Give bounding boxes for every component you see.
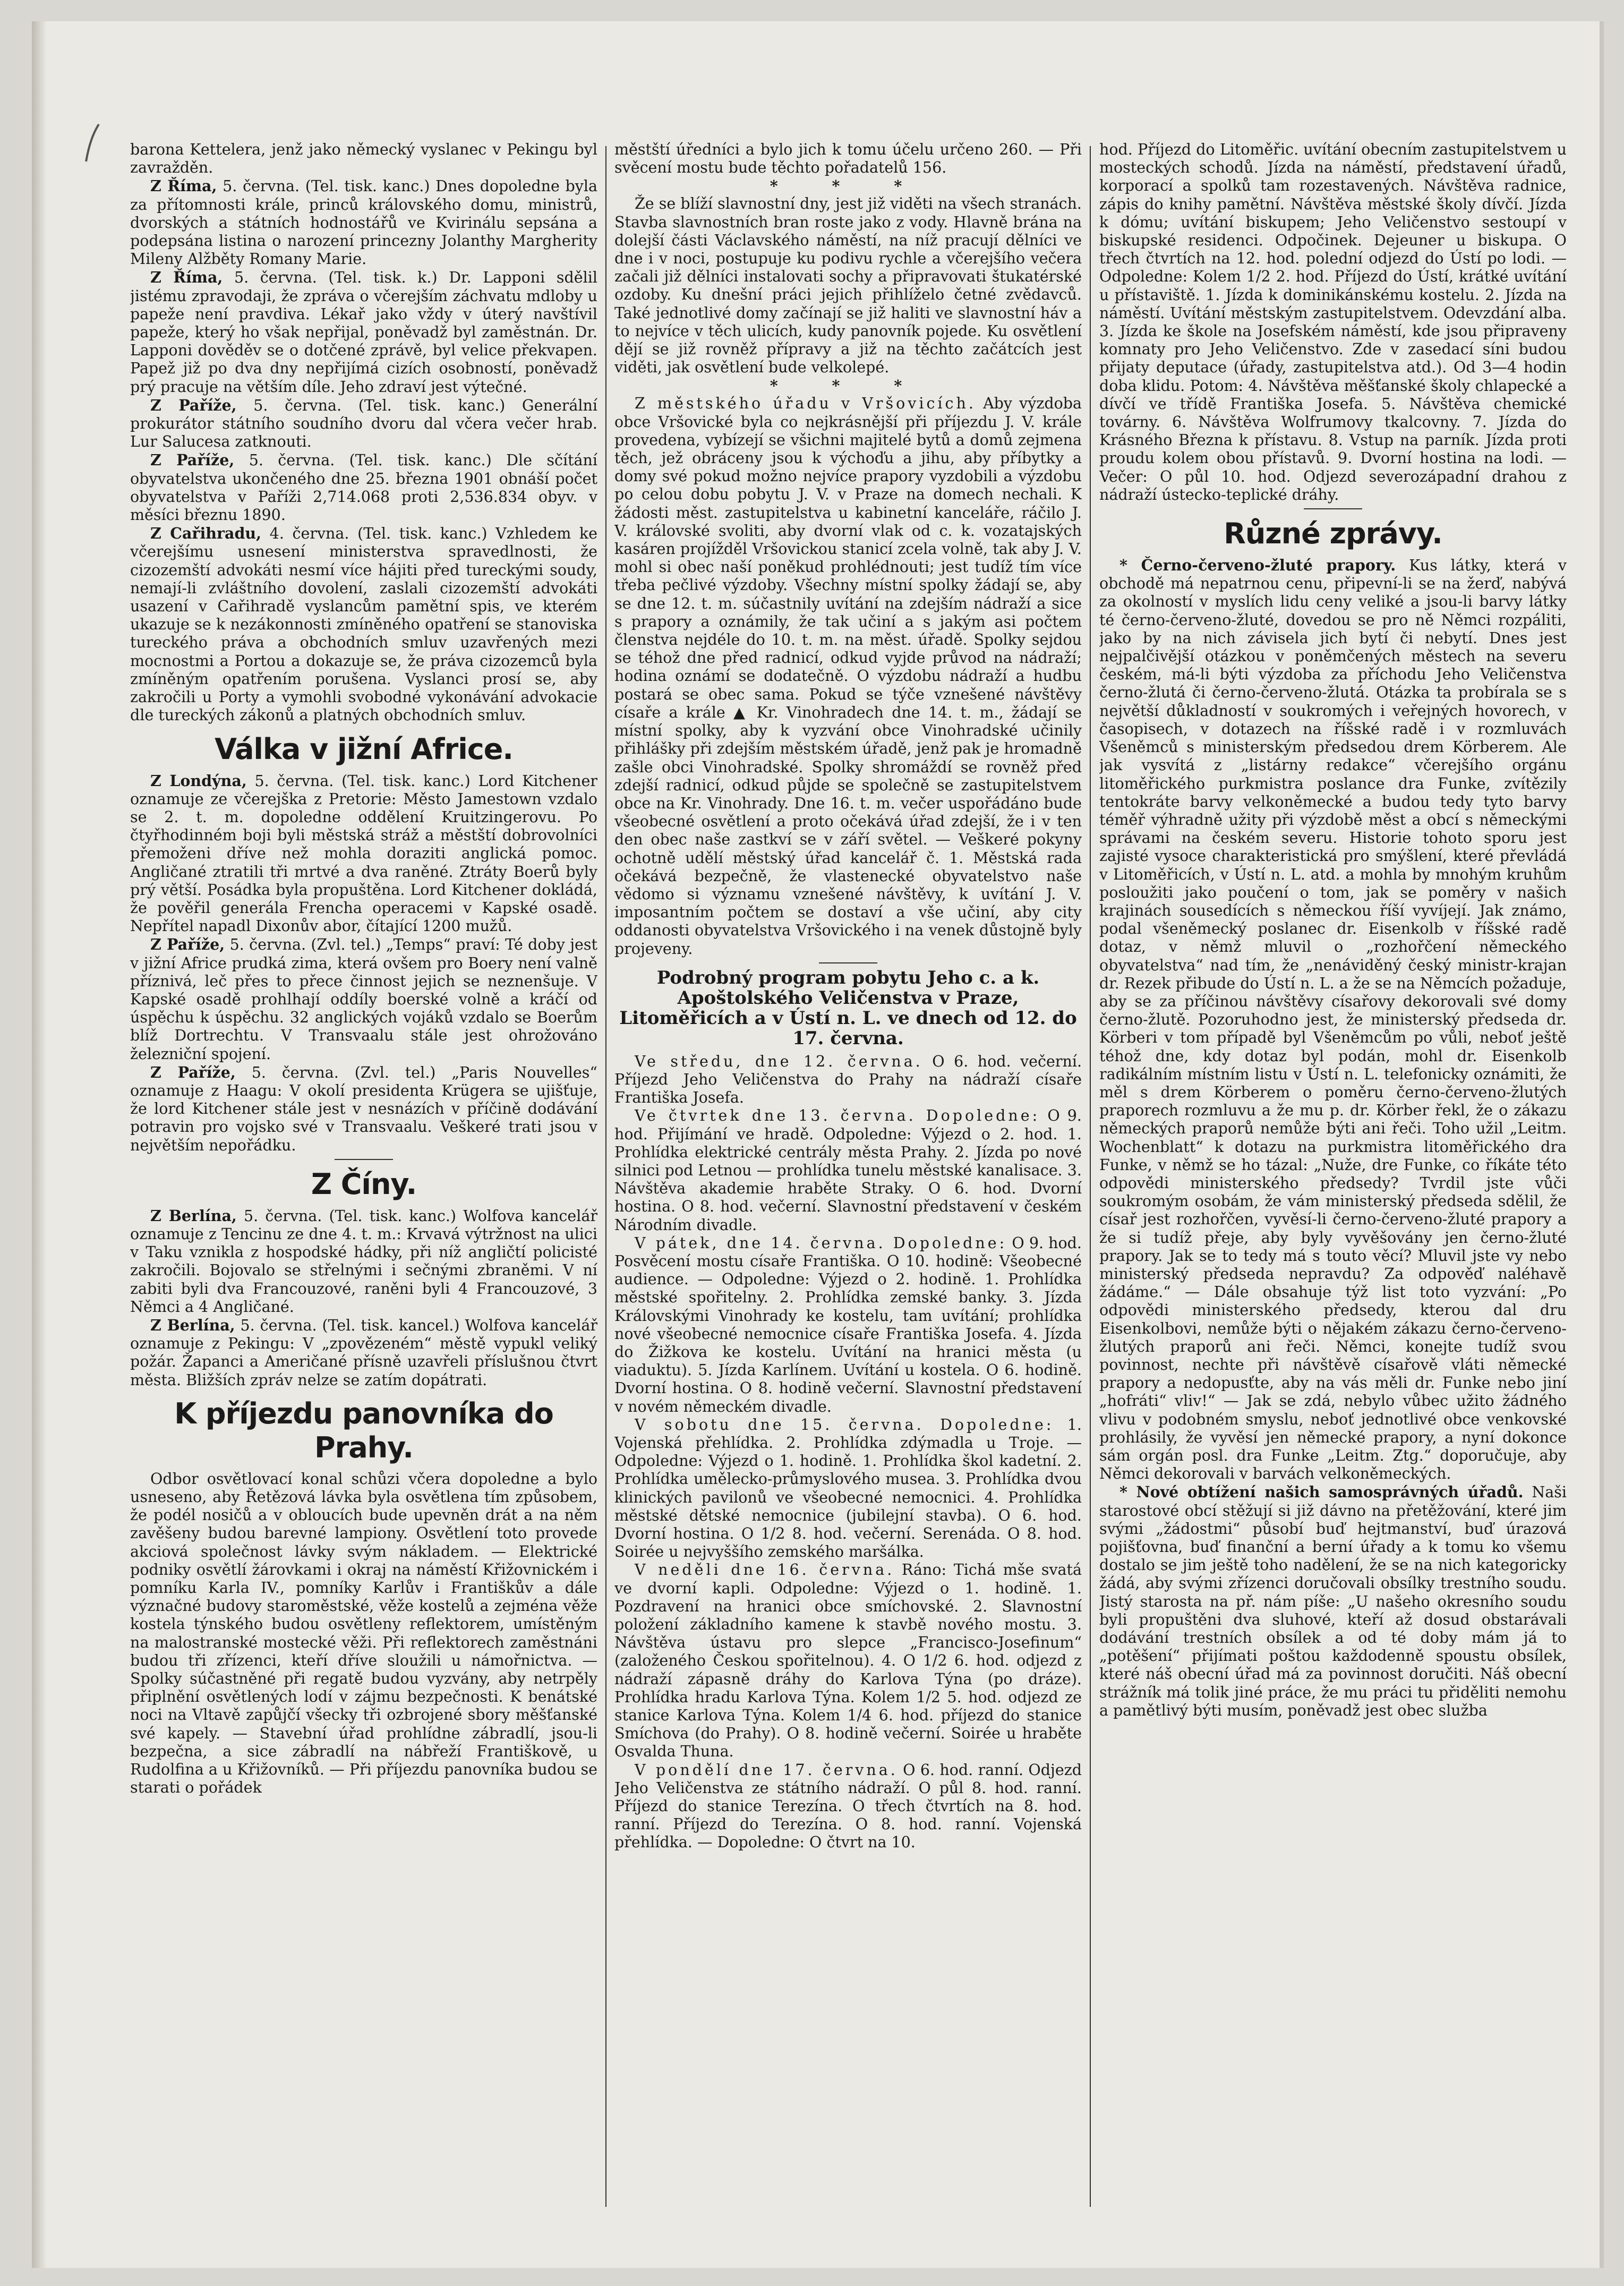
divider — [1304, 508, 1362, 509]
column-rule-2 — [1090, 146, 1091, 2207]
program-day — [614, 1234, 1082, 1416]
paragraph: Odbor osvětlovací konal schůzi včera dopoledne a bylo usneseno, aby Řetězová lávka byla osvětlena tím způsobem, že podél nosičů a v obloucích bude upevněn drát a na něm zavěšeny budou barevné lampiony. Osvětlení toto provede akciová společnost lávky svým nákladem. — Elektrické podniky osvětlí žárovkami i okraj na náměstí Křižovnickém i pomníku Karla IV., pomníky Karlův i Františkův a dále význačné budovy staroměstské, věže kostelů a zejména věže kostela týnského budou osvětleny reflektorem, umístěným na malostranské mostecké věži. Při reflektorech zaměstnáni budou tři zřízenci, kteří dříve sloužili u námořnictva. — Spolky súčastněné při regatě budou vyzvány, aby netrpěly připlnění osvětlených lodí v zájmu bezpečnosti. K benátské noci na Vltavě zapůjčí všecky tři ozbrojené sbory měšťanské své kapely. — Stavební úřad prohlídne zábradlí, jsou-li bezpečna, a sice zábradlí na nábřeží Františkově, u Rudolfina a u Křižovníků. — Při příjezdu panovníka budou se starati o pořádek — [130, 1470, 597, 1797]
divider — [819, 962, 877, 963]
news-text: 5. června. (Tel. tisk. kanc.) Dnes dopoledne byla za přítomnosti krále, princů královského domu, ministrů, dvorských a státních hodnostářů ve Kvirinálu sepsána a podepsána listina o narození princezny Jolanthy Margherity Mileny Alžběty Romany Marie. — [130, 177, 597, 268]
dateline: Z Paříže, — [150, 935, 225, 954]
section-heading-misc: Různé zprávy. — [1224, 517, 1442, 551]
day-label: V pátek, dne 14. června. Dopoledne: — [635, 1234, 1007, 1252]
program-day — [614, 1107, 1082, 1234]
section-heading-china: Z Číny. — [311, 1167, 417, 1201]
news-text: 5. června. (Tel. tisk. kanc.) Dle sčítání obyvatelstva ukončeného dne 25. března 1901 obnáší počet obyvatelstva v Paříži 2,714.068 proti 2,536.834 obyv. v měsíci březnu 1890. — [130, 451, 597, 524]
news-text: 5. června. (Tel. tisk. kanc.) Lord Kitchener oznamuje ze včerejška z Pretorie: Město Jamestown vzdalo se 2. t. m. dopoledne oddělení Kruitzingerovu. Po čtyřhodinném boji byli městská stráž a městští dobrovolníci přemoženi dříve než mohla doraziti anglická pomoc. Angličané ztratili tři mrtvé a dva raněné. Ztráty Boerů byly prý větší. Posádka byla propuštěna. Lord Kitchener dokládá, že pověřil generála Frencha operacemi v Kapské osadě. Nepřítel napadl Dixonův abor, čítající 1200 mužů. — [130, 772, 597, 935]
news-item — [130, 1063, 597, 1155]
ink-mark — [83, 122, 104, 165]
program-heading: Podrobný program pobytu Jeho c. a k. Apoštolského Veličenstva v Praze, Litoměřicích a v Ústí n. L. ve dnech od 12. do 17. června. — [619, 967, 1077, 1049]
news-item — [130, 935, 597, 1063]
news-text: 5. června. (Tel. tisk. kanc.) Wolfova kancelář oznamuje z Tencinu ze dne 4. t. m.: Krvavá výtržnost na ulici v Taku vznikla z hospodské hádky, při níž angličtí policisté zakročili. Bojovalo se střelnými i sečnými zbraněmi. V ní zabiti byli dva Francouzové, raněni byli 4 Francouzové, 3 Němci a 4 Angličané. — [130, 1207, 597, 1316]
section-heading-war: Válka v jižní Africe. — [215, 732, 513, 766]
dateline: Z Berlína, — [150, 1206, 237, 1225]
divider — [335, 1159, 393, 1160]
day-text: Ráno: Tichá mše svatá ve dvorní kapli. Odpoledne: Výjezd o 1. hodině. 1. Pozdravení na hranici obce smíchovské. 2. Slavnostní položení základního kamene k stavbě nového mostu. 3. Návštěva ústavu pro slepce „Francisco-Josefinum“ (založeného Českou spořitelnou). 4. O 1/2 6. hod. odjezd z nádraží zápasně dráhy do Karlova Týna (po dráze). Prohlídka hradu Karlova Týna. Kolem 1/2 5. hod. odjezd ze stanice Karlova Týna. Kolem 1/4 6. hod. příjezd do stanice Smíchova (do Prahy). O 8. hodině večerní. Soirée u hraběte Osvalda Thuna. — [614, 1561, 1082, 1761]
dateline: Z Říma, — [150, 268, 223, 287]
day-label: V pondělí dne 17. června. — [635, 1761, 898, 1779]
news-text: 5. června. (Tel. tisk. kanc.) Generální prokurátor státního soudního dvoru dal včera večer hrab. Lur Salucesa zatknouti. — [130, 396, 597, 451]
item-heading: * Černo-červeno-žluté prapory. — [1119, 556, 1396, 575]
paragraph: Že se blíží slavnostní dny, jest již viděti na všech stranách. Stavba slavnostních bran roste jako z vody. Hlavně brána na dolejší části Václavského náměstí, na níž pracují dělníci ve dne i v noci, postupuje ku podivu rychle a včerejšího večera začali již dělníci instalovati sochy a připravovati štukatérské ozdoby. Ku dnešní práci jejich přihlíželo četné zvědavců. Také jednotlivé domy začínají se již haliti ve slavnostní háv a to nejvíce v těch ulicích, kudy panovník pojede. Ku osvětlení dějí se již rovněž přípravy a již na těchto začátcích jest viděti, jak osvětlení bude velkolepé. — [614, 195, 1082, 377]
news-text: 5. června. (Zvl. tel.) „Temps“ praví: Té doby jest v jižní Africe prudká zima, která ovšem pro Boery není valně příznivá, leč přes to přece činnost jejich se neznenšuje. V Kapské osadě prohlhají oddíly boerské volně a kráčí od úspěchu k úspěchu. 32 anglických vojáků vzdalo se Boerům blíž Dortrechtu. V Transvaalu stále jest ohrožováno železniční spojení. — [130, 936, 597, 1063]
news-item — [130, 396, 597, 451]
dateline: Z Berlína, — [150, 1316, 235, 1334]
news-text: 5. června. (Tel. tisk. kancel.) Wolfova kancelář oznamuje z Pekingu: V „zpovězeném“ městě vypukl veliký požár. Žapanci a Američané přísně uzavřeli příslušnou čtvrt města. Bližších zpráv nelze se zatím dopátrati. — [130, 1316, 597, 1389]
news-item — [130, 451, 597, 524]
day-text: 1. Vojenská přehlídka. 2. Prohlídka zdýmadla u Troje. — Odpoledne: Výjezd o 1. hodině. 1. Prohlídka škol kadetní. 2. Prohlídka umělecko-průmyslového musea. 3. Prohlídka dvou klinických pavilonů ve všeobecné nemocnici. 4. Prohlídka městské dětské nemocnice (jubilejní stavba). O 6. hod. Dvorní hostina. O 1/2 8. hod. večerní. Serenáda. O 8. hod. Soirée u nejvyššího zemského maršálka. — [614, 1415, 1082, 1561]
day-text: O 6. hod. večerní. Příjezd Jeho Veličenstva do Prahy na nádraží císaře Františka Josefa. — [614, 1052, 1082, 1107]
news-item — [614, 395, 1082, 958]
dateline: Z městského úřadu v Vršovicích. — [635, 395, 976, 413]
column-1 — [130, 141, 597, 2223]
news-text: Aby výzdoba obce Vršovické byla co nejkrásnější při příjezdu J. V. krále provedena, vybízejí se všichni majitelé bytů a domů zejmena těch, jež obráceny jsou k výchoďu a jihu, aby příbytky a domy své pokud možno nejvíce prapory vyzdobili a výzdobu po celou dobu pobytu J. V. v Praze na domech nechali. K žádosti měst. zastupitelstva u kabinetní kanceláře, ráčilo J. V. královské svoliti, aby dvorní vlak od c. k. vozatajských kasáren projížděl Vršovickou stanicí zcela volně, tak aby J. V. mohl si obec naší poněkud prohlédnouti; jest tudíž tím více třeba pečlivé výzdoby. Všechny místní spolky žádají se, aby se dne 12. t. m. súčastnily uvítání na zdejším nádraží a sice s prapory a oznámily, že tak učiní a s jakým asi počtem členstva nejdéle do 10. t. m. na měst. úřadě. Spolky sejdou se téhož dne před radnicí, odkud vyjde průvod na nádraží; hodina oznámí se dodatečně. O výzdobu nádraží a hudbu postará se obec sama. Pokud se týče vznešené návštěvy císaře a krále ▲ Kr. Vinohradech dne 14. t. m., žádají se místní spolky, aby k vyzvání obce Vinohradské učinily přihlášky při zdejším městském úřadě, jenž pak je hromadně zašle obci Vinohradské. Spolky shromáždí se rovněž před zdejší radnicí, odkud půjde se společně se zastupitelstvem obce na Kr. Vinohrady. Dne 16. t. m. večer uspořádáno bude všeobecné osvětlení a proto očekává úřad zdejší, že i v ten den obec naše zastkví se v září světel. — Veškeré pokyny ochotně udělí městský úřad kancelář č. 1. Městská rada očekává bezpečně, že vlastenecké obyvatelstvo naše vědomo si významu vznešené návštěvy, k uvítání J. V. imposantním počtem se dostaví a vše učiní, aby city oddanosti obyvatelstva Vršovického i na venek důstojně byly projeveny. — [614, 395, 1082, 958]
news-item — [130, 268, 597, 396]
day-text: O 6. hod. ranní. Odjezd Jeho Veličenstva ze státního nádraží. O půl 8. hod. ranní. Příjezd do stanice Terezína. O třech čtvrtích na 8. hod. ranní. Příjezd do Terezína. O 8. hod. ranní. Vojenská přehlídka. — Dopoledne: O čtvrt na 10. — [614, 1761, 1082, 1852]
day-label: V neděli dne 16. června. — [635, 1561, 895, 1579]
news-item — [130, 177, 597, 268]
day-text: O 9. hod. Posvěcení mostu císaře Františka. O 10. hodině: Všeobecné audience. — Odpoledne: Výjezd o 2. hodině. 1. Prohlídka městské spořitelny. 2. Prohlídka zemské banky. 3. Jízda Královskými Vinohrady ke kostelu, tam uvítání; prohlídka nové všeobecné nemocnice císaře Františka Josefa. 4. Jízda do Žižkova ke kostelu. Uvítání na hranici města (u viaduktu). 5. Jízda Karlínem. Uvítání u kostela. O 6. hodině. Dvorní hostina. O 8. hodině večerní. Slavnostní představení v novém německém divadle. — [614, 1234, 1082, 1415]
news-item — [130, 772, 597, 936]
paragraph: barona Kettelera, jenž jako německý vyslanec v Pekingu byl zavražděn. — [130, 141, 597, 177]
asterism: * * * — [770, 177, 927, 195]
day-label: V sobotu dne 15. června. Dopoledne: — [635, 1415, 1054, 1434]
dateline: Z Paříže, — [150, 396, 237, 414]
news-item — [1099, 1483, 1567, 1720]
news-item — [130, 1207, 597, 1316]
dateline: Z Říma, — [150, 177, 217, 195]
news-item — [130, 1316, 597, 1389]
news-text: 5. června. (Tel. tisk. k.) Dr. Lapponi sdělil jistému zpravodaji, že zpráva o včerejším záchvatu mdloby u papeže není pravdiva. Lékař jako vždy v úterý navštívil papeže, který ho však nepřijal, poněvadž byl zaměstnán. Dr. Lapponi dověděv se o dotčené zprávě, byl velice překvapen. Papež již po dva dny nepřijímá cizích osobností, poněvadž prý pracuje na větším díle. Jeho zdraví jest výtečné. — [130, 269, 597, 396]
paragraph: městští úředníci a bylo jich k tomu účelu určeno 260. — Při svěcení mostu bude těchto pořadatelů 156. — [614, 141, 1082, 177]
program-day — [614, 1561, 1082, 1761]
news-text: 5. června. (Zvl. tel.) „Paris Nouvelles“ oznamuje z Haagu: V okolí presidenta Krügera se ujišťuje, že lord Kitchener stále jest v nesnázích v příčině dodávání potravin pro vojsko své v Transvaalu. Veškeré trati jsou v největším nepořádku. — [130, 1063, 597, 1154]
news-item — [1099, 556, 1567, 1483]
program-day — [614, 1416, 1082, 1562]
news-text: Naši starostové obcí stěžují si již dávno na přetěžování, které jim svými „žádostmi“ působí buď hejtmanství, buď úrazová pojišťovna, buď finanční a berní úřady a k tomu ko všemu dostalo se jim ještě toho nadělení, že se na nich kategoricky žádá, aby svými zřízenci doručovali obsílky trestního soudu. Jistý starosta na př. nám píše: „U našeho okresního soudu byli propuštěni dva sluhové, kteří až dosud obstarávali dodávání trestních obsílek a od té doby mám já to „potěšení“ přijímati poštou každodenně spoustu obsílek, které náš obecní úřad má za povinnost doručiti. Náš obecní strážník má tolik jiné práce, že mu práci tu přiděliti nemohu a pamětlivý býti musím, poněvadž jest obec služba — [1099, 1483, 1567, 1719]
news-item — [130, 524, 597, 724]
newspaper-page — [32, 21, 1604, 2268]
day-text: O 9. hod. Přijímání ve hradě. Odpoledne: Výjezd o 2. hod. 1. Prohlídka elektrické centrály města Prahy. 2. Jízda po nové silnici pod Letnou — prohlídka tunelu městské kanalisace. 3. Návštěva akademie hraběte Straky. O 6. hod. Dvorní hostina. O 8. hod. večerní. Slavnostní představení v českém Národním divadle. — [614, 1107, 1082, 1234]
column-2 — [614, 141, 1082, 2223]
news-text: 4. června. (Tel. tisk. kanc.) Vzhledem ke včerejšímu usnesení ministerstva spravedlnosti, že cizozemští advokáti nesmí více hájiti před tureckými soudy, nemají-li zvláštního dovolení, zaslali cizozemští advokáti usazení v Cařihradě vyslancům pamětní spis, ve kterém ukazuje se k nezákonnosti zmíněného opatření se stanoviska tureckého práva a obchodních smluv uzavřených mezi mocnostmi a Portou a dokazuje se, že práva cizozemců byla zmíněným opatřením porušena. Vyslanci prosí se, aby zakročili u Porty a vymohli svobodné vykonávání advokacie dle tureckých zákonů a platných obchodních smluv. — [130, 525, 597, 724]
asterism: * * * — [770, 377, 927, 395]
paragraph: hod. Příjezd do Litoměřic. uvítání obecním zastupitelstvem u mosteckých schodů. Jízda na náměstí, představení úřadů, korporací a spolků tam rozestavených. Návštěva radnice, zápis do knihy pamětní. Návštěva městské školy dívčí. Jízda k dómu; uvítání biskupem; Jeho Veličenstvo sestoupí v biskupské residenci. Odpočinek. Dejeuner u biskupa. O třech čtvrtích na 12. hod. polední odjezd do Ústí po lodi. — Odpoledne: Kolem 1/2 2. hod. Příjezd do Ústí, krátké uvítání u přístaviště. 1. Jízda k dominikánskému kostelu. 2. Jízda na náměstí. Uvítání městským zastupitelstvem. Odevzdání alba. 3. Jízda ke škole na Josefském náměstí, kde jsou připraveny komnaty pro Jeho Veličenstvo. Zde v zasedací síni budou přijaty deputace (úřady, zastupitelstva atd.). Od 3—4 hodin doba klidu. Potom: 4. Návštěva měšťanské školy chlapecké a dívčí ve třídě Františka Josefa. 5. Návštěva chemické továrny. 6. Návštěva Wolfrumovy tkalcovny. 7. Jízda do Krásného Března k přístavu. 8. Vstup na parník. Jízda proti proudu kolem obou přístavů. 9. Dvorní hostina na lodi. — Večer: O půl 10. hod. Odjezd severozápadní drahou z nádraží ústecko-teplické dráhy. — [1099, 141, 1567, 504]
dateline: Z Paříže, — [150, 1063, 236, 1081]
program-day — [614, 1761, 1082, 1852]
dateline: Z Cařihradu, — [150, 524, 262, 543]
day-label: Ve středu, dne 12. června. — [635, 1052, 923, 1070]
news-text: Kus látky, která v obchodě má nepatrnou cenu, připevní-li se na žerď, nabývá za okolností v myslích lidu ceny veliké a jsou-li barvy látky té černo-červeno-žluté, dovedou se pro ně Němci rozpáliti, jako by na nich závisela jich bytí či nebytí. Dnes jest nejpalčivější otázkou v poněmčených městech na severu českém, má-li býti výzdoba za příchodu Jeho Veličenstva černo-žlutá či černo-červeno-žlutá. Otázka ta probírala se s největší důkladností v soukromých i veřejných hovorech, v časopisech, v dotazech na říšské radě i v rozmluvách Všeněmců s ministerským předsedou drem Körberem. Ale jak vysvítá z „listárny redakce“ včerejšího orgánu litoměřického purkmistra poslance dra Funke, zvítězily tentokráte barvy velkoněmecké a budou tedy tyto barvy téměř výhradně užity při výzdobě měst a obcí s německými správami na českém severu. Historie tohoto sporu jest zajisté vysoce charakteristická pro smýšlení, které převládá v Litoměřicích, v Ústí n. L. atd. a mohla by mnohým kruhům posloužiti jako poučení o tom, jak se poměry v našich krajinách sousedících s německou říší vyvíjejí. Jak známo, podal všeněmecký poslanec dr. Eisenkolb v říšské radě dotaz, v němž mluvil o „rozhořčení německého obyvatelstva“ nad tím, že „nenáviděný český ministr-krajan dr. Rezek přibude do Ústí n. L. a že se na Němcích požaduje, aby se za příčinou návštěvy císařovy dekorovali své domy černo-žlutě. Pozoruhodno jest, že ministerský předseda dr. Körberi v tom případě byl Všeněmcům po vůli, neboť ještě téhož dne, kdy dotaz byl podán, mohl dr. Eisenkolb radikálním místním listu v Ústí n. L. telefonicky oznámiti, že měl s drem Körberem o poměru černo-červeno-žlutých praporech rozmluvu a že mu p. dr. Körber řekl, že o zákazu německých praporů nemůže býti ani řeči. Toho užil „Leitm. Wochenblatt“ k dotazu na purkmistra litoměřického dra Funke, v němž se ho tázal: „Nuže, dre Funke, co říkáte této odpovědi ministerského předsedy? Tvrdil jste vůči soukromým osobám, že vám ministerský předseda sdělil, že císař jest rozhořčen, vyvěsí-li černo-červeno-žluté prapory a že si tudíž přeje, aby byly vyvěšovány jen černo-žluté prapory. Jak se to tedy má s touto věcí? Mluvil jste vy nebo ministerský předseda nepravdu? Za odpověď naléhavě žádáme.“ — Dále obsahuje týž list toto vyzvání: „Po odpovědi ministerského předsedy, kterou dal dru Eisenkolbovi, nemůže býti o nějakém zákazu černo-červeno-žlutých praporů ani řeči. Němci, konejte tudíž svou povinnost, nechte při návštěvě císařově vláti německé prapory a nedopusťte, aby na vás měli dr. Funke nebo jiní „hofráti“ vliv!“ — Jak se zdá, nebylo vůbec užito žádného vlivu v podobném smyslu, neboť jednotlivé obce venkovské prohlásily, že vyvěsí jen německé prapory, a nyní dokonce sám orgán posl. dra Funke „Leitm. Ztg.“ doporučuje, aby Němci dekorovali v barvách velkoněmeckých. — [1099, 557, 1567, 1483]
section-heading-emperor-visit: K příjezdu panovníka do Prahy. — [174, 1396, 553, 1464]
column-3 — [1099, 141, 1567, 2223]
dateline: Z Paříže, — [150, 451, 235, 470]
column-rule-1 — [605, 146, 606, 2207]
program-day — [614, 1053, 1082, 1107]
item-heading: * Nové obtížení našich samosprávných úřadů. — [1119, 1483, 1524, 1502]
dateline: Z Londýna, — [150, 771, 247, 790]
day-label: Ve čtvrtek dne 13. června. Dopoledne: — [635, 1107, 1040, 1125]
